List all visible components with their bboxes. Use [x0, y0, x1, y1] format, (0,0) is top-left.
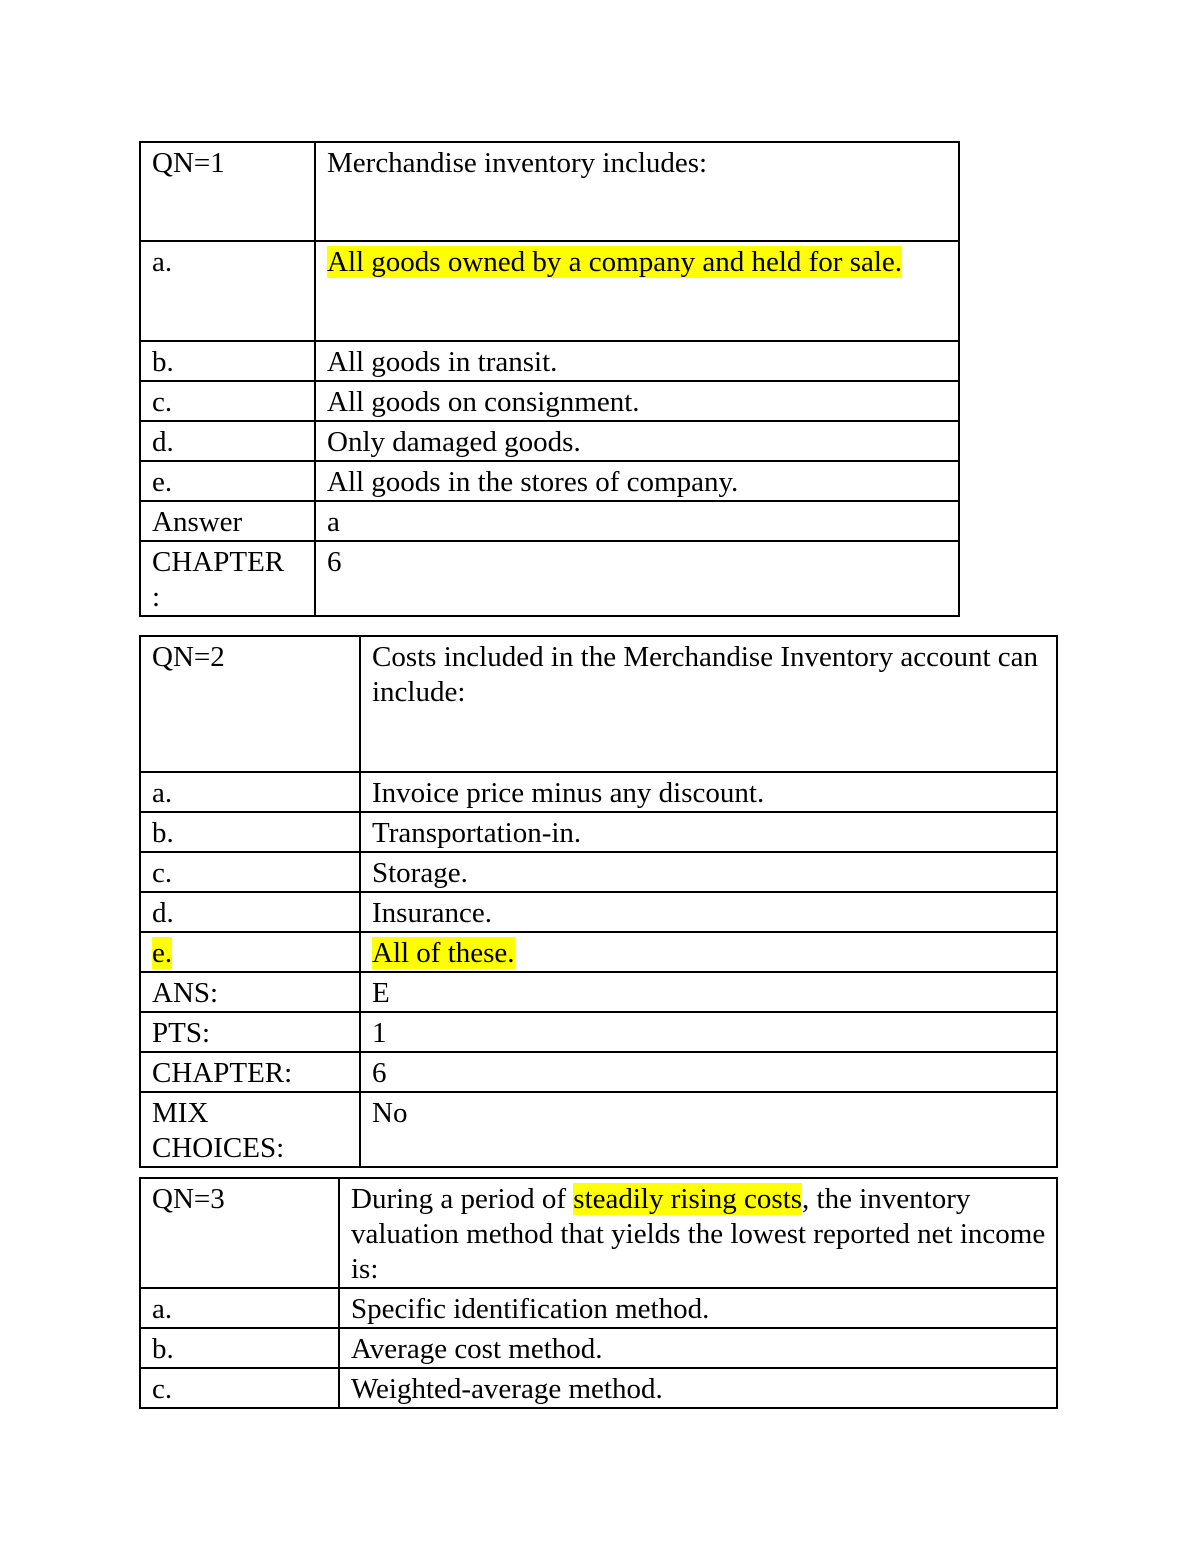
option-letter: a. — [140, 241, 315, 341]
chapter-label: CHAPTER: — [140, 1052, 360, 1092]
option-row-c — [140, 852, 1057, 892]
pts-value: 1 — [360, 1012, 1057, 1052]
question-text-start: During a period of — [351, 1183, 574, 1215]
option-row-b — [140, 812, 1057, 852]
question-text: Merchandise inventory includes: — [315, 142, 959, 241]
option-row-b — [140, 1328, 1057, 1368]
option-row-d — [140, 892, 1057, 932]
option-letter: b. — [140, 341, 315, 381]
highlighted-answer: All of these. — [372, 937, 515, 969]
option-text: Average cost method. — [339, 1328, 1057, 1368]
ans-row — [140, 972, 1057, 1012]
option-letter — [140, 932, 360, 972]
option-text: Storage. — [360, 852, 1057, 892]
question-number: QN=3 — [140, 1178, 339, 1288]
question-text — [339, 1178, 1057, 1288]
ans-label: ANS: — [140, 972, 360, 1012]
option-text: Insurance. — [360, 892, 1057, 932]
option-text: Invoice price minus any discount. — [360, 772, 1057, 812]
pts-label: PTS: — [140, 1012, 360, 1052]
ans-value: E — [360, 972, 1057, 1012]
question-text: Costs included in the Merchandise Inventory account can include: — [360, 636, 1057, 772]
question-row — [140, 142, 959, 241]
chapter-row — [140, 1052, 1057, 1092]
option-letter: c. — [140, 852, 360, 892]
mix-choices-row — [140, 1092, 1057, 1167]
mix-choices-label: MIX CHOICES: — [140, 1092, 360, 1167]
option-row-e — [140, 461, 959, 501]
question-row — [140, 636, 1057, 772]
highlighted-answer: All goods owned by a company and held for sale. — [327, 246, 903, 278]
option-text: Weighted-average method. — [339, 1368, 1057, 1408]
option-text: All goods on consignment. — [315, 381, 959, 421]
chapter-label: CHAPTER : — [140, 541, 315, 616]
option-letter: d. — [140, 421, 315, 461]
option-text: Only damaged goods. — [315, 421, 959, 461]
option-row-a — [140, 241, 959, 341]
option-letter: c. — [140, 381, 315, 421]
answer-row — [140, 501, 959, 541]
question-number: QN=1 — [140, 142, 315, 241]
chapter-value: 6 — [315, 541, 959, 616]
option-text — [315, 241, 959, 341]
question-3-table — [139, 1177, 1058, 1409]
option-text: Specific identification method. — [339, 1288, 1057, 1328]
option-letter: b. — [140, 812, 360, 852]
highlighted-phrase: steadily rising costs — [573, 1183, 803, 1215]
question-1-table — [139, 141, 960, 617]
option-text: All goods in the stores of company. — [315, 461, 959, 501]
chapter-row — [140, 541, 959, 616]
chapter-value: 6 — [360, 1052, 1057, 1092]
question-text-end: , the inventory valuation method that yields the lowest reported net income is: — [351, 1183, 1046, 1285]
option-row-c — [140, 381, 959, 421]
option-letter: a. — [140, 1288, 339, 1328]
question-2-table — [139, 635, 1058, 1168]
highlighted-letter: e. — [152, 937, 173, 969]
option-row-a — [140, 772, 1057, 812]
option-row-e — [140, 932, 1057, 972]
option-letter: d. — [140, 892, 360, 932]
option-text: Transportation-in. — [360, 812, 1057, 852]
question-row — [140, 1178, 1057, 1288]
option-letter: c. — [140, 1368, 339, 1408]
option-text: All goods in transit. — [315, 341, 959, 381]
option-row-d — [140, 421, 959, 461]
option-letter: b. — [140, 1328, 339, 1368]
question-number: QN=2 — [140, 636, 360, 772]
pts-row — [140, 1012, 1057, 1052]
option-text — [360, 932, 1057, 972]
option-row-a — [140, 1288, 1057, 1328]
option-letter: e. — [140, 461, 315, 501]
answer-value: a — [315, 501, 959, 541]
option-row-b — [140, 341, 959, 381]
mix-choices-value: No — [360, 1092, 1057, 1167]
option-row-c — [140, 1368, 1057, 1408]
option-letter: a. — [140, 772, 360, 812]
answer-label: Answer — [140, 501, 315, 541]
